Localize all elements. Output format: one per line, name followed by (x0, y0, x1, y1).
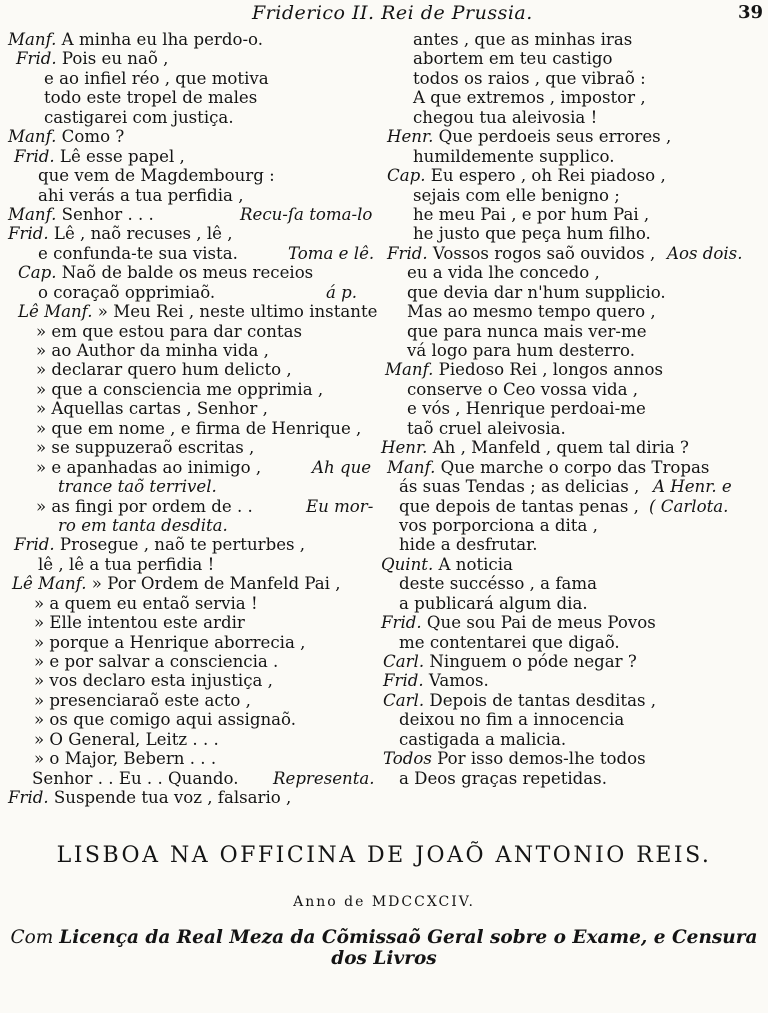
line-text: A noticia (433, 554, 513, 574)
line-text: taõ cruel aleivosia. (407, 418, 566, 438)
line-text: A que extremos , impostor , (413, 88, 646, 108)
line-text: que depois de tantas penas , (399, 496, 639, 516)
verse-line (8, 458, 376, 477)
verse-line (8, 594, 376, 613)
stage-direction: Ah que (312, 457, 372, 477)
verse-line (381, 283, 761, 302)
line-text: » Aquellas cartas , Senhor , (36, 399, 268, 419)
verse-line (8, 341, 376, 360)
verse-line (8, 30, 376, 49)
line-text: Que sou Pai de meus Povos (421, 613, 656, 633)
line-text: e vós , Henrique perdoai-me (407, 399, 646, 419)
verse-line (381, 477, 761, 496)
speaker-name: Manf. (8, 127, 57, 147)
verse-line (381, 49, 761, 68)
stage-direction: Eu mor- (306, 496, 374, 516)
running-head (0, 2, 768, 24)
line-text: Por isso demos-lhe todos (431, 749, 646, 769)
line-text: » em que estou para dar contas (36, 321, 303, 341)
line-text: » declarar quero hum delicto , (36, 360, 292, 380)
line-text: a Deos graças repetidas. (399, 768, 607, 788)
verse-line (381, 458, 761, 477)
verse-line (8, 535, 376, 554)
verse-line (381, 244, 761, 263)
verse-line (381, 30, 761, 49)
verse-line (381, 186, 761, 205)
verse-line (8, 49, 376, 68)
speaker-name: Frid. (14, 146, 55, 166)
speaker-name: Cap. (387, 166, 426, 186)
line-text: Que marche o corpo das Tropas (435, 457, 710, 477)
verse-line (381, 224, 761, 243)
verse-line (381, 322, 761, 341)
line-text: ás suas Tendas ; as delicias , (399, 477, 640, 497)
line-text: castigarei com justiça. (44, 107, 234, 127)
line-text: vá logo para hum desterro. (407, 341, 636, 360)
speaker-name: Manf. (385, 360, 434, 380)
speaker-name: Henr. (381, 438, 428, 458)
line-text: sejais com elle benigno ; (413, 185, 620, 205)
line-text: e confunda-te sua vista. (38, 243, 238, 263)
speaker-name: Lê Manf. (18, 302, 93, 322)
stage-direction: ( Carlota. (649, 496, 729, 516)
line-text: Lê , naõ recuses , lê , (48, 224, 233, 244)
verse-line (381, 147, 761, 166)
line-text: deste succésso , a fama (399, 574, 598, 594)
verse-line (381, 535, 761, 554)
line-text: Suspende tua voz , falsario , (48, 788, 292, 808)
verse-line (381, 341, 761, 360)
line-text: » as fingi por ordem de . . (36, 496, 253, 516)
speaker-name: Frid. (8, 224, 49, 244)
speaker-name: Frid. (383, 671, 424, 691)
verse-line (8, 769, 376, 788)
line-text: » Meu Rei , neste ultimo instante (92, 302, 378, 322)
line-text: Piedoso Rei , longos annos (433, 360, 663, 380)
line-text: que para nunca mais ver-me (407, 321, 647, 341)
verse-line (381, 360, 761, 379)
line-text: » porque a Henrique aborrecia , (34, 632, 306, 652)
page-number: 39 (738, 2, 764, 23)
speaker-name: Frid. (16, 49, 57, 69)
line-text: Depois de tantas desditas , (424, 690, 657, 710)
line-text: me contentarei que digaõ. (399, 632, 620, 652)
verse-line (8, 671, 376, 690)
line-text: » que em nome , e firma de Henrique , (36, 418, 362, 438)
verse-line (8, 360, 376, 379)
right-column (381, 30, 761, 788)
verse-line (381, 730, 761, 749)
verse-line (381, 302, 761, 321)
line-text: Ah , Manfeld , quem tal diria ? (427, 438, 689, 458)
line-text: que devia dar n'hum supplicio. (407, 282, 666, 302)
line-text: Senhor . . Eu . . Quando. (32, 768, 239, 788)
line-text: Pois eu naõ , (56, 49, 169, 69)
speaker-name: Carl. (383, 652, 425, 671)
verse-line (8, 477, 376, 496)
line-text: todos os raios , que vibraõ : (413, 68, 646, 88)
verse-line (381, 438, 761, 457)
speaker-name: Carl. (383, 690, 425, 710)
line-text: A minha eu lha perdo-o. (56, 30, 264, 49)
verse-line (8, 380, 376, 399)
verse-line (381, 710, 761, 729)
verse-line (381, 594, 761, 613)
speaker-name: Frid. (387, 243, 428, 263)
line-text: Eu espero , oh Rei piadoso , (425, 166, 666, 186)
line-text: abortem em teu castigo (413, 49, 613, 69)
stage-direction: Aos dois. (667, 243, 743, 263)
speaker-name: Manf. (387, 457, 436, 477)
stage-direction: á p. (326, 282, 358, 302)
verse-line (8, 710, 376, 729)
verse-line (381, 127, 761, 146)
verse-line (381, 497, 761, 516)
verse-line (8, 691, 376, 710)
line-text: chegou tua aleivosia ! (413, 107, 598, 127)
line-text: a publicará algum dia. (399, 593, 588, 613)
verse-line (8, 69, 376, 88)
verse-line (8, 224, 376, 243)
verse-line (8, 633, 376, 652)
verse-line (381, 613, 761, 632)
verse-line (381, 574, 761, 593)
line-text: Vamos. (423, 671, 489, 691)
verse-line (381, 69, 761, 88)
line-text: trance taõ terrivel. (58, 477, 217, 497)
line-text: Como ? (56, 127, 125, 147)
speaker-name: Manf. (8, 30, 57, 49)
line-text: antes , que as minhas iras (413, 30, 633, 49)
speaker-name: Frid. (8, 788, 49, 808)
imprint-line: LISBOA NA OFFICINA DE JOAÕ ANTONIO REIS. (56, 843, 712, 868)
line-text: » e por salvar a consciencia . (34, 652, 279, 671)
stage-direction: Representa. (273, 768, 375, 788)
verse-line (8, 438, 376, 457)
verse-line (8, 205, 376, 224)
line-text: » O General, Leitz . . . (34, 729, 219, 749)
line-text: e ao infiel réo , que motiva (44, 68, 269, 88)
verse-line (8, 263, 376, 282)
verse-line (381, 652, 761, 671)
verse-line (381, 555, 761, 574)
line-text: ro em tanta desdita. (58, 515, 228, 535)
line-text: castigada a malicia. (399, 729, 567, 749)
verse-line (381, 691, 761, 710)
line-text: » os que comigo aqui assignaõ. (34, 710, 297, 730)
line-text: humildemente supplico. (413, 146, 615, 166)
license-line (0, 927, 768, 969)
line-text: » a quem eu entaõ servia ! (34, 593, 258, 613)
verse-line (8, 88, 376, 107)
line-text: vos porporciona a dita , (399, 515, 598, 535)
running-title: Friderico II. Rei de Prussia. (252, 2, 533, 24)
verse-line (381, 749, 761, 768)
verse-line (381, 419, 761, 438)
verse-line (8, 730, 376, 749)
line-text: lê , lê a tua perfidia ! (38, 554, 215, 574)
speaker-name: Lê Manf. (12, 574, 87, 594)
verse-line (8, 788, 376, 807)
verse-line (8, 244, 376, 263)
line-text: he meu Pai , e por hum Pai , (413, 204, 650, 224)
verse-line (8, 302, 376, 321)
verse-line (8, 555, 376, 574)
verse-line (8, 574, 376, 593)
line-text: Lê esse papel , (54, 146, 185, 166)
stage-direction: Recu-ſa toma-lo (240, 204, 373, 224)
line-text: » ao Author da minha vida , (36, 341, 269, 360)
line-text: » Elle intentou este ardir (34, 613, 245, 633)
left-column (8, 30, 376, 808)
license-text: Licença da Real Meza da Cõmissaõ Geral sobre o Exame, e Censura dos Livros (59, 927, 758, 969)
verse-line (8, 186, 376, 205)
verse-line (8, 283, 376, 302)
verse-line (8, 652, 376, 671)
license-prefix: Com (10, 927, 60, 948)
line-text: Mas ao mesmo tempo quero , (407, 302, 656, 322)
line-text: deixou no fim a innocencia (399, 710, 625, 730)
verse-line (381, 769, 761, 788)
verse-line (381, 516, 761, 535)
line-text: Ninguem o póde negar ? (424, 652, 637, 671)
verse-line (381, 88, 761, 107)
speaker-name: Todos (383, 749, 432, 769)
line-text: Prosegue , naõ te perturbes , (54, 535, 306, 555)
line-text: » o Major, Bebern . . . (34, 749, 217, 769)
verse-line (8, 749, 376, 768)
line-text: hide a desfrutar. (399, 535, 538, 555)
line-text: Vossos rogos saõ ouvidos , (427, 243, 656, 263)
verse-line (8, 166, 376, 185)
verse-line (8, 419, 376, 438)
imprint-year: Anno de MDCCXCIV. (293, 894, 475, 910)
verse-line (8, 399, 376, 418)
speaker-name: Frid. (14, 535, 55, 555)
line-text: » que a consciencia me opprimia , (36, 379, 324, 399)
line-text: » vos declaro esta injustiça , (34, 671, 273, 691)
stage-direction: Toma e lê. (288, 243, 375, 263)
line-text: » presenciaraõ este acto , (34, 690, 251, 710)
line-text: he justo que peça hum filho. (413, 224, 651, 244)
verse-line (8, 613, 376, 632)
line-text: o coraçaõ opprimiaõ. (38, 282, 216, 302)
verse-line (8, 127, 376, 146)
line-text: Naõ de balde os meus receios (56, 263, 314, 283)
speaker-name: Henr. (387, 127, 434, 147)
line-text: todo este tropel de males (44, 88, 258, 108)
verse-line (8, 147, 376, 166)
verse-line (8, 516, 376, 535)
stage-direction: A Henr. e (653, 477, 732, 497)
speaker-name: Cap. (18, 263, 57, 283)
verse-line (8, 497, 376, 516)
line-text: » Por Ordem de Manfeld Pai , (86, 574, 341, 594)
line-text: » se suppuzeraõ escritas , (36, 438, 255, 458)
verse-line (8, 322, 376, 341)
verse-line (381, 399, 761, 418)
verse-line (8, 108, 376, 127)
verse-line (381, 671, 761, 690)
speaker-name: Manf. (8, 204, 57, 224)
line-text: Senhor . . . (56, 204, 154, 224)
line-text: conserve o Ceo vossa vida , (407, 379, 639, 399)
line-text: ahi verás a tua perfidia , (38, 185, 244, 205)
line-text: eu a vida lhe concedo , (407, 263, 600, 283)
line-text: Que perdoeis seus errores , (433, 127, 672, 147)
verse-line (381, 108, 761, 127)
line-text: » e apanhadas ao inimigo , (36, 457, 262, 477)
speaker-name: Quint. (381, 554, 434, 574)
verse-line (381, 166, 761, 185)
speaker-name: Frid. (381, 613, 422, 633)
line-text: que vem de Magdembourg : (38, 166, 275, 186)
verse-line (381, 633, 761, 652)
verse-line (381, 205, 761, 224)
verse-line (381, 380, 761, 399)
verse-line (381, 263, 761, 282)
